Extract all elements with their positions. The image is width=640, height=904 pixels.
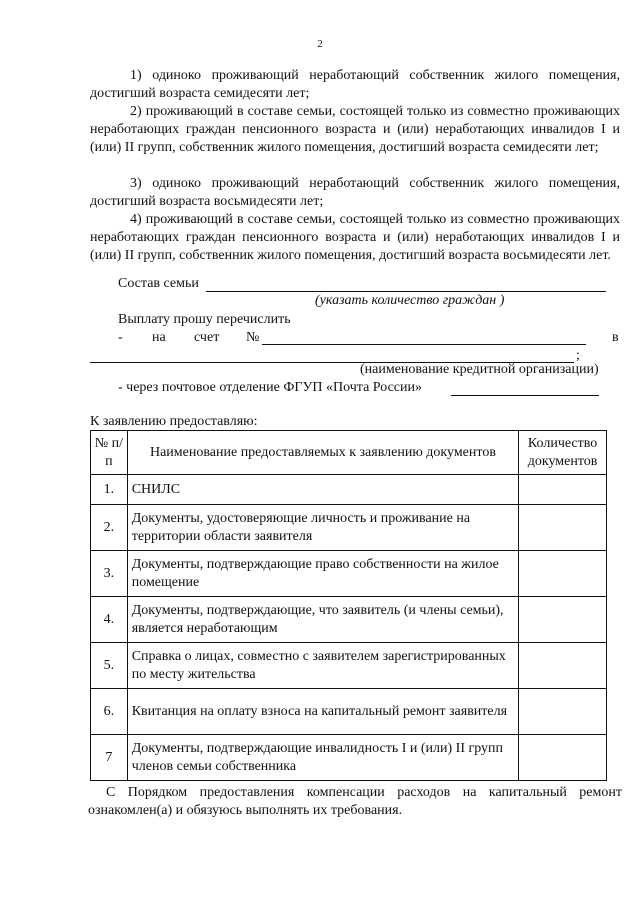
payment-number-sign: № [246, 330, 260, 345]
item-3: 3) одиноко проживающий неработающий собственник жилого помещения, достигший возраста восьмидесяти лет; [90, 176, 620, 209]
table-row [91, 551, 607, 597]
post-office-line[interactable] [451, 395, 599, 396]
row-qty[interactable] [519, 475, 607, 505]
row-name: Документы, подтверждающие, что заявитель (и члены семьи), является неработающим [127, 597, 518, 643]
bank-hint: (наименование кредитной организации) [360, 362, 599, 377]
row-num: 4. [91, 597, 128, 643]
row-qty[interactable] [519, 597, 607, 643]
post-office-option: - через почтовое отделение ФГУП «Почта России» [118, 380, 422, 395]
family-input-line[interactable] [206, 291, 606, 292]
table-header-row [91, 431, 607, 475]
payment-v: в [612, 330, 619, 345]
row-num: 6. [91, 689, 128, 735]
row-name: Документы, удостоверяющие личность и проживание на территории области заявителя [127, 505, 518, 551]
row-num: 1. [91, 475, 128, 505]
table-row [91, 735, 607, 781]
row-name: Справка о лицах, совместно с заявителем зарегистрированных по месту жительства [127, 643, 518, 689]
table-row [91, 505, 607, 551]
row-num: 7 [91, 735, 128, 781]
row-name: Документы, подтверждающие инвалидность I и (или) II групп членов семьи собственника [127, 735, 518, 781]
row-name: Документы, подтверждающие право собственности на жилое помещение [127, 551, 518, 597]
item-2: 2) проживающий в составе семьи, состоящей только из совместно проживающих неработающих граждан пенсионного возраста и (или) неработающих инвалидов I и (или) II групп, собственник жилого помещения, достигший возраста семидесяти лет; [90, 104, 620, 155]
payment-na: на [152, 330, 166, 345]
row-num: 2. [91, 505, 128, 551]
row-qty[interactable] [519, 551, 607, 597]
payment-label: Выплату прошу перечислить [118, 312, 291, 327]
page-number: 2 [317, 38, 323, 50]
row-qty[interactable] [519, 643, 607, 689]
family-label: Состав семьи [118, 276, 199, 291]
table-row [91, 597, 607, 643]
row-num: 5. [91, 643, 128, 689]
payment-semicolon: ; [576, 348, 580, 363]
header-qty: Количество документов [519, 431, 607, 475]
item-4: 4) проживающий в составе семьи, состоящей только из совместно проживающих неработающих граждан пенсионного возраста и (или) неработающих инвалидов I и (или) II групп, собственник жилого помещения, достигший возраста восьмидесяти лет. [90, 212, 620, 263]
row-qty[interactable] [519, 735, 607, 781]
header-name: Наименование предоставляемых к заявлению документов [127, 431, 518, 475]
header-num: № п/п [91, 431, 128, 475]
family-hint: (указать количество граждан ) [315, 293, 505, 308]
closing-statement: С Порядком предоставления компенсации расходов на капитальный ремонт ознакомлен(а) и обязуюсь выполнять их требования. [88, 785, 622, 818]
attach-label: К заявлению предоставляю: [90, 414, 258, 429]
table-row [91, 689, 607, 735]
row-name: СНИЛС [127, 475, 518, 505]
row-name: Квитанция на оплату взноса на капитальный ремонт заявителя [127, 689, 518, 735]
payment-dash: - [118, 330, 123, 345]
payment-schet: счет [194, 330, 220, 345]
account-number-line[interactable] [262, 344, 586, 345]
row-qty[interactable] [519, 689, 607, 735]
item-1: 1) одиноко проживающий неработающий собственник жилого помещения, достигший возраста семидесяти лет; [90, 68, 620, 101]
row-num: 3. [91, 551, 128, 597]
row-qty[interactable] [519, 505, 607, 551]
documents-table [90, 430, 607, 781]
table-row [91, 475, 607, 505]
table-row [91, 643, 607, 689]
